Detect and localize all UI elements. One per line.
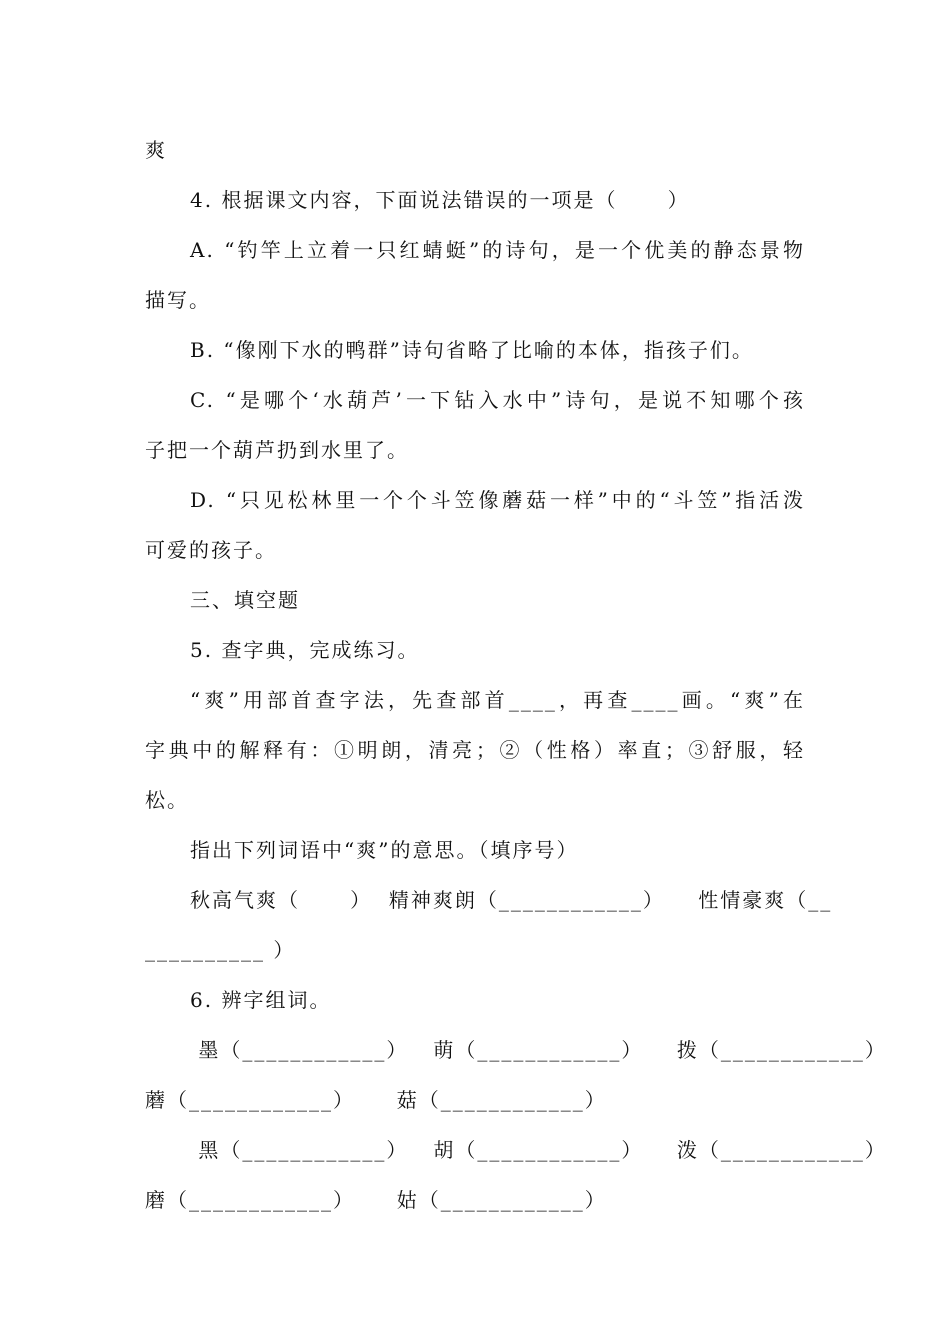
question-6-row-2: 黑（____________） 胡（____________） 泼（____________） [190, 1138, 887, 1162]
text-line-continuation: 爽 [145, 138, 167, 162]
question-4-option-a: A. “钓竿上立着一只红蜻蜓”的诗句，是一个优美的静态景物 [190, 238, 805, 262]
question-4-option-a-cont: 描写。 [145, 288, 211, 312]
question-5-stem: 5. 查字典，完成练习。 [190, 638, 420, 662]
question-4-option-d: D. “只见松林里一个个斗笠像蘑菇一样”中的“斗笠”指活泼 [190, 488, 805, 512]
question-5-blanks-cont: __________ ） [145, 938, 296, 962]
question-4-option-c-cont: 子把一个葫芦扔到水里了。 [145, 438, 409, 462]
question-6-row-1: 墨（____________） 萌（____________） 拨（____________） [190, 1038, 887, 1062]
question-6-row-1-cont: 蘑（____________） 菇（____________） [145, 1088, 607, 1112]
question-5-line-3: 松。 [145, 788, 189, 812]
question-5-blanks: 秋高气爽（ ） 精神爽朗（____________） 性情豪爽（__ [190, 888, 833, 912]
section-heading: 三、填空题 [190, 588, 300, 612]
question-5-instruction: 指出下列词语中“爽”的意思。（填序号） [190, 838, 579, 862]
question-4-option-c: C. “是哪个‘水葫芦’一下钻入水中”诗句，是说不知哪个孩 [190, 388, 805, 412]
question-4-option-b: B. “像刚下水的鸭群”诗句省略了比喻的本体，指孩子们。 [190, 338, 754, 362]
question-5-line-1: “爽”用部首查字法，先查部首____，再查____画。“爽”在 [190, 688, 805, 712]
question-4-option-d-cont: 可爱的孩子。 [145, 538, 277, 562]
question-4-stem: 4. 根据课文内容，下面说法错误的一项是（ ） [190, 188, 690, 212]
question-6-row-2-cont: 磨（____________） 姑（____________） [145, 1188, 607, 1212]
question-5-line-2: 字典中的解释有：①明朗，清亮；②（性格）率直；③舒服，轻 [145, 738, 805, 762]
question-6-stem: 6. 辨字组词。 [190, 988, 332, 1012]
